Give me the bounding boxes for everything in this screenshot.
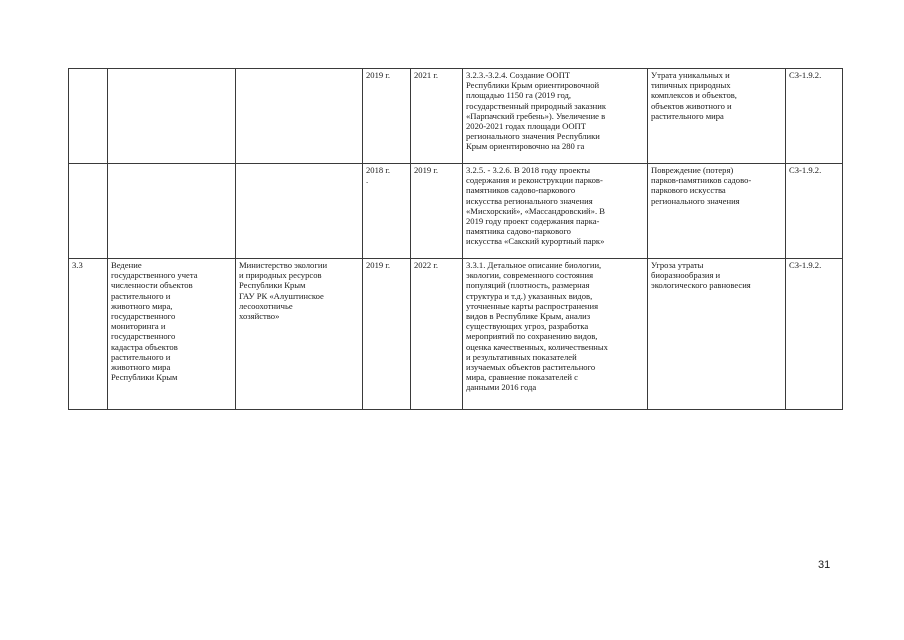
cell-risk: Утрата уникальных и типичных природных комплексов и объектов, объектов животного и растительного мира: [648, 69, 786, 164]
cell-risk: Повреждение (потеря) парков-памятников садово- паркового искусства регионального значения: [648, 164, 786, 259]
cell-activity: [108, 164, 236, 259]
cell-start-year: 2019 г.: [363, 259, 411, 410]
table-row: [69, 69, 843, 164]
cell-end-year: 2019 г.: [411, 164, 463, 259]
cell-activity: Ведение государственного учета численности объектов растительного и животного мира, государственного мониторинга и государственного кадастра объектов растительного и животного мира Республики Крым: [108, 259, 236, 410]
cell-risk: Угроза утраты биоразнообразия и экологического равновесия: [648, 259, 786, 410]
cell-number: [69, 69, 108, 164]
cell-activity: [108, 69, 236, 164]
cell-result: 3.3.1. Детальное описание биологии, экологии, современного состояния популяций (плотность, размерная структура и т.д.) указанных видов, уточненные карты распространения видов в Республике Крым, анализ существующих угроз, разработка мероприятий по сохранению видов, оценка качественных, количественных и результативных показателей изучаемых объектов растительного мира, сравнение показателей с данными 2016 года: [463, 259, 648, 410]
cell-executor: [236, 164, 363, 259]
cell-executor: [236, 69, 363, 164]
cell-code: СЗ-1.9.2.: [786, 69, 843, 164]
cell-result: 3.2.3.-3.2.4. Создание ООПТ Республики Крым ориентировочной площадью 1150 га (2019 год, государственный природный заказник «Парпачский гребень»). Увеличение в 2020-2021 годах площади ООПТ регионального значения Республики Крым ориентировочно на 280 га: [463, 69, 648, 164]
cell-number: 3.3: [69, 259, 108, 410]
cell-result: 3.2.5. - 3.2.6. В 2018 году проекты содержания и реконструкции парков- памятников садово-паркового искусства регионального значения «Мисхорский», «Массандровский». В 2019 году проект содержания парка- памятника садово-паркового искусства «Сакский курортный парк»: [463, 164, 648, 259]
cell-start-year: 2019 г.: [363, 69, 411, 164]
cell-code: СЗ-1.9.2.: [786, 164, 843, 259]
cell-end-year: 2021 г.: [411, 69, 463, 164]
table-row: [69, 259, 843, 410]
cell-start-year: 2018 г. .: [363, 164, 411, 259]
cell-executor: Министерство экологии и природных ресурсов Республики Крым ГАУ РК «Алуштинское лесоохотничье хозяйство»: [236, 259, 363, 410]
cell-number: [69, 164, 108, 259]
page-number: 31: [818, 559, 831, 571]
plan-table: [68, 68, 843, 410]
table-row: [69, 164, 843, 259]
cell-end-year: 2022 г.: [411, 259, 463, 410]
cell-code: СЗ-1.9.2.: [786, 259, 843, 410]
